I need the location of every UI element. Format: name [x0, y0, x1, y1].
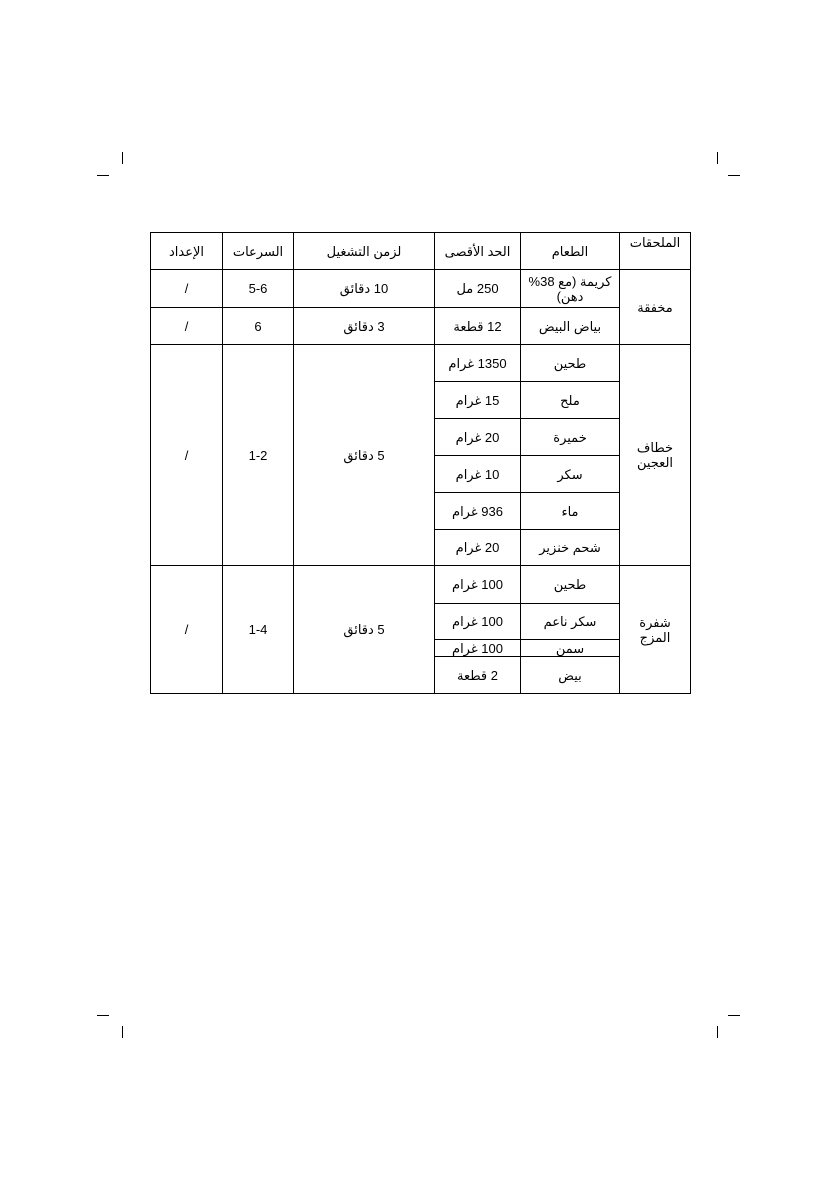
food-cell: طحين	[521, 566, 620, 604]
accessory-dough-hook: خطاف العجين	[620, 345, 691, 566]
food-cell: ملح	[521, 382, 620, 419]
max-cell: 100 غرام	[435, 604, 521, 640]
table-row	[151, 345, 691, 382]
time-cell: 10 دقائق	[294, 270, 435, 308]
crop-mark	[728, 1015, 740, 1016]
header-time: لزمن التشغيل	[294, 233, 435, 270]
food-cell: بياض البيض	[521, 308, 620, 345]
time-cell: 5 دقائق	[294, 345, 435, 566]
max-cell: 20 غرام	[435, 530, 521, 566]
food-cell: طحين	[521, 345, 620, 382]
crop-mark	[97, 1015, 109, 1016]
accessory-mixing-blade: شفرة المزج	[620, 566, 691, 694]
max-cell: 2 قطعة	[435, 657, 521, 694]
accessory-usage-table	[150, 232, 691, 694]
food-cell: سكر ناعم	[521, 604, 620, 640]
max-cell: 100 غرام	[435, 640, 521, 657]
food-cell: خميرة	[521, 419, 620, 456]
header-accessory: الملحقات	[620, 233, 691, 270]
setup-cell: /	[151, 566, 223, 694]
header-max: الحد الأقصى	[435, 233, 521, 270]
crop-mark	[717, 1026, 718, 1038]
time-cell: 5 دقائق	[294, 566, 435, 694]
header-setup: الإعداد	[151, 233, 223, 270]
setup-cell: /	[151, 270, 223, 308]
max-cell: 20 غرام	[435, 419, 521, 456]
crop-mark	[717, 152, 718, 164]
crop-mark	[122, 1026, 123, 1038]
max-cell: 1350 غرام	[435, 345, 521, 382]
header-food: الطعام	[521, 233, 620, 270]
speed-cell: 5-6	[223, 270, 294, 308]
table-header-row	[151, 233, 691, 270]
food-cell: سكر	[521, 456, 620, 493]
max-cell: 100 غرام	[435, 566, 521, 604]
crop-mark	[122, 152, 123, 164]
food-cell: بيض	[521, 657, 620, 694]
time-cell: 3 دقائق	[294, 308, 435, 345]
max-cell: 12 قطعة	[435, 308, 521, 345]
max-cell: 936 غرام	[435, 493, 521, 530]
setup-cell: /	[151, 308, 223, 345]
food-cell: شحم خنزير	[521, 530, 620, 566]
max-cell: 250 مل	[435, 270, 521, 308]
crop-mark	[728, 175, 740, 176]
table-row	[151, 308, 691, 345]
table-row	[151, 566, 691, 604]
crop-mark	[97, 175, 109, 176]
food-cell: ماء	[521, 493, 620, 530]
max-cell: 15 غرام	[435, 382, 521, 419]
header-speed: السرعات	[223, 233, 294, 270]
table-row	[151, 270, 691, 308]
speed-cell: 6	[223, 308, 294, 345]
speed-cell: 1-4	[223, 566, 294, 694]
food-cell: سمن	[521, 640, 620, 657]
max-cell: 10 غرام	[435, 456, 521, 493]
food-cell: كريمة (مع 38% دهن)	[521, 270, 620, 308]
speed-cell: 1-2	[223, 345, 294, 566]
setup-cell: /	[151, 345, 223, 566]
accessory-whisk: مخفقة	[620, 270, 691, 345]
